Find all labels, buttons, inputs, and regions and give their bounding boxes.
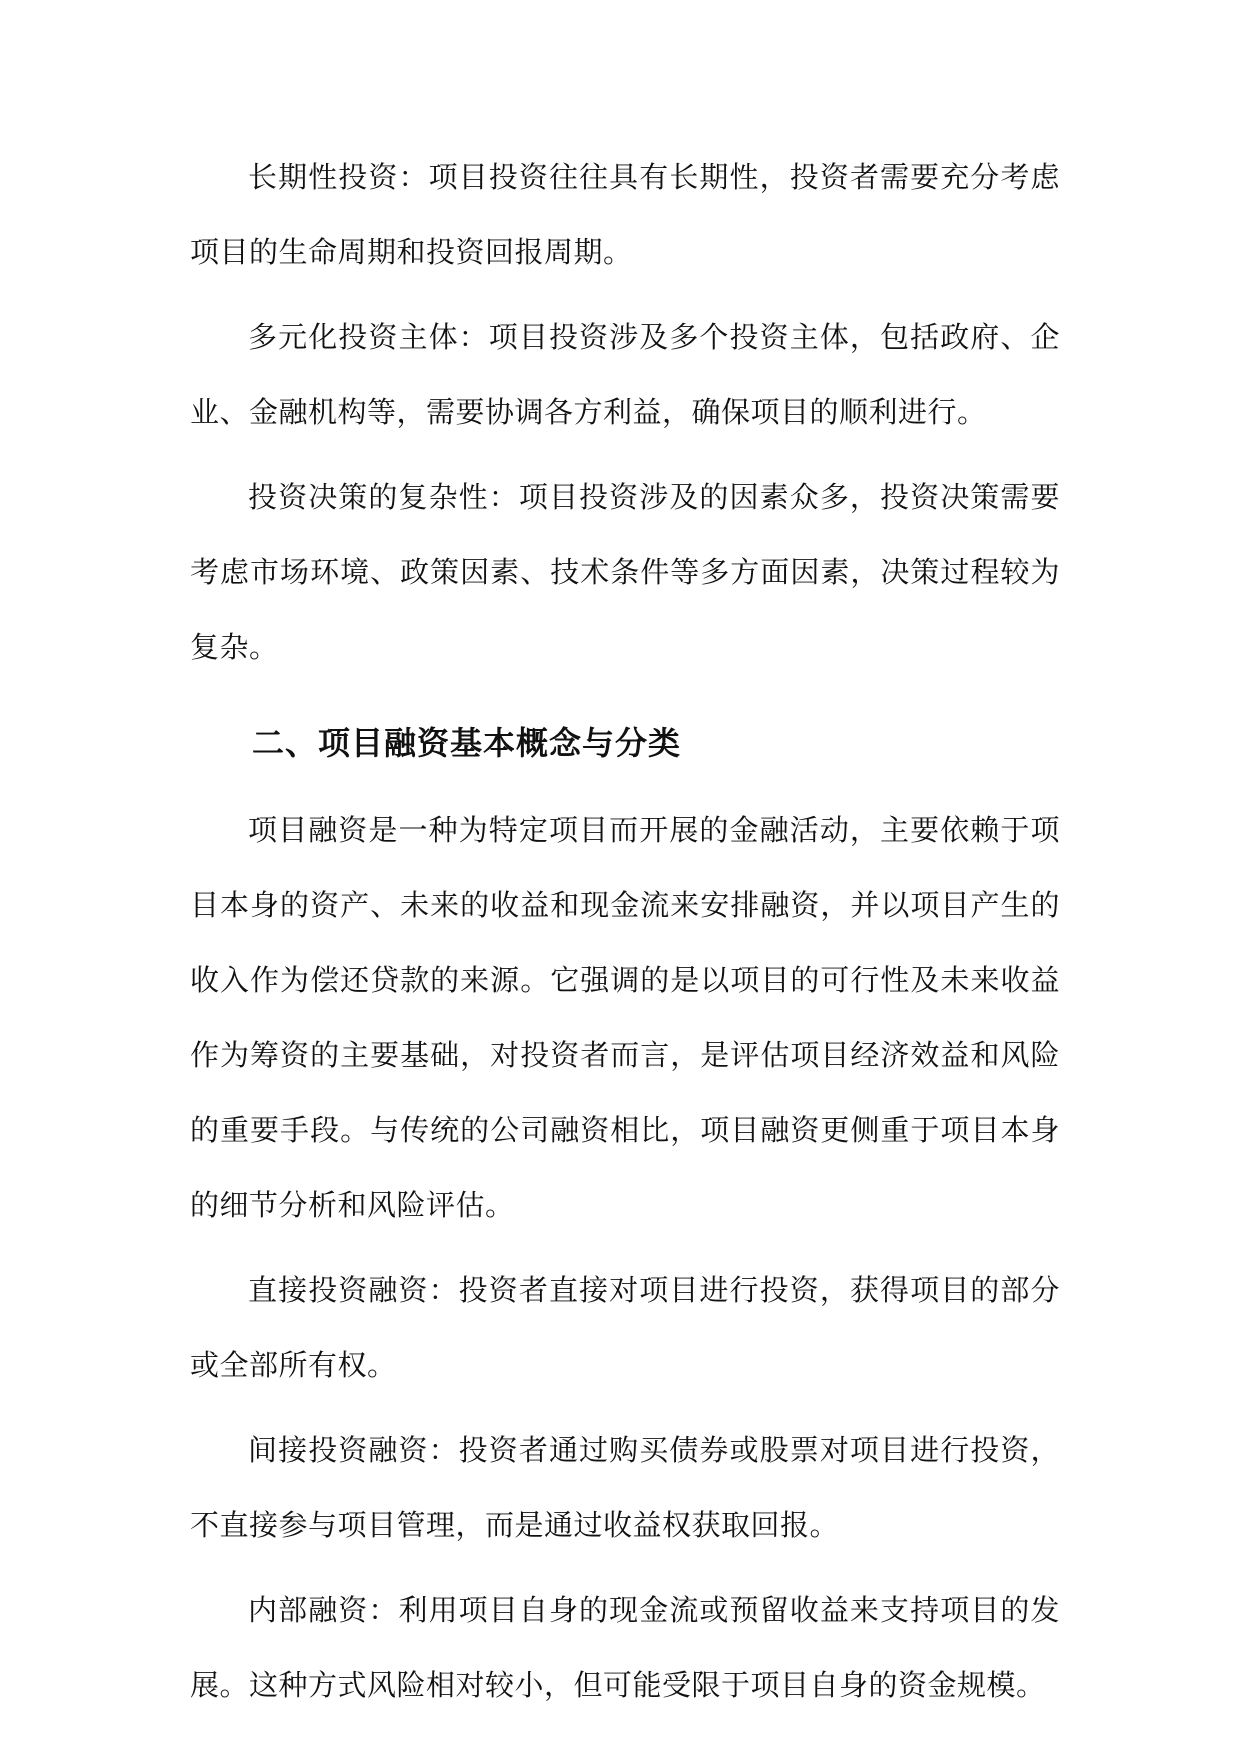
paragraph-diversified-investors: 多元化投资主体：项目投资涉及多个投资主体，包括政府、企业、金融机构等，需要协调各方利益，确保项目的顺利进行。 <box>190 320 1060 429</box>
paragraph-long-term-investment: 长期性投资：项目投资往往具有长期性，投资者需要充分考虑项目的生命周期和投资回报周期。 <box>190 160 1060 269</box>
paragraph-direct-investment-financing: 直接投资融资：投资者直接对项目进行投资，获得项目的部分或全部所有权。 <box>190 1273 1060 1382</box>
paragraph-internal-financing: 内部融资：利用项目自身的现金流或预留收益来支持项目的发展。这种方式风险相对较小，但可能受限于项目自身的资金规模。 <box>190 1593 1060 1702</box>
section-heading: 二、项目融资基本概念与分类 <box>252 724 682 762</box>
paragraph-decision-complexity: 投资决策的复杂性：项目投资涉及的因素众多，投资决策需要考虑市场环境、政策因素、技术条件等多方面因素，决策过程较为复杂。 <box>190 480 1060 664</box>
paragraph-project-financing-definition: 项目融资是一种为特定项目而开展的金融活动，主要依赖于项目本身的资产、未来的收益和现金流来安排融资，并以项目产生的收入作为偿还贷款的来源。它强调的是以项目的可行性及未来收益作为筹资的主要基础，对投资者而言，是评估项目经济效益和风险的重要手段。与传统的公司融资相比，项目融资更侧重于项目本身的细节分析和风险评估。 <box>190 813 1060 1222</box>
paragraph-indirect-investment-financing: 间接投资融资：投资者通过购买债券或股票对项目进行投资，不直接参与项目管理，而是通过收益权获取回报。 <box>190 1433 1060 1542</box>
document-page <box>190 140 1060 1733</box>
